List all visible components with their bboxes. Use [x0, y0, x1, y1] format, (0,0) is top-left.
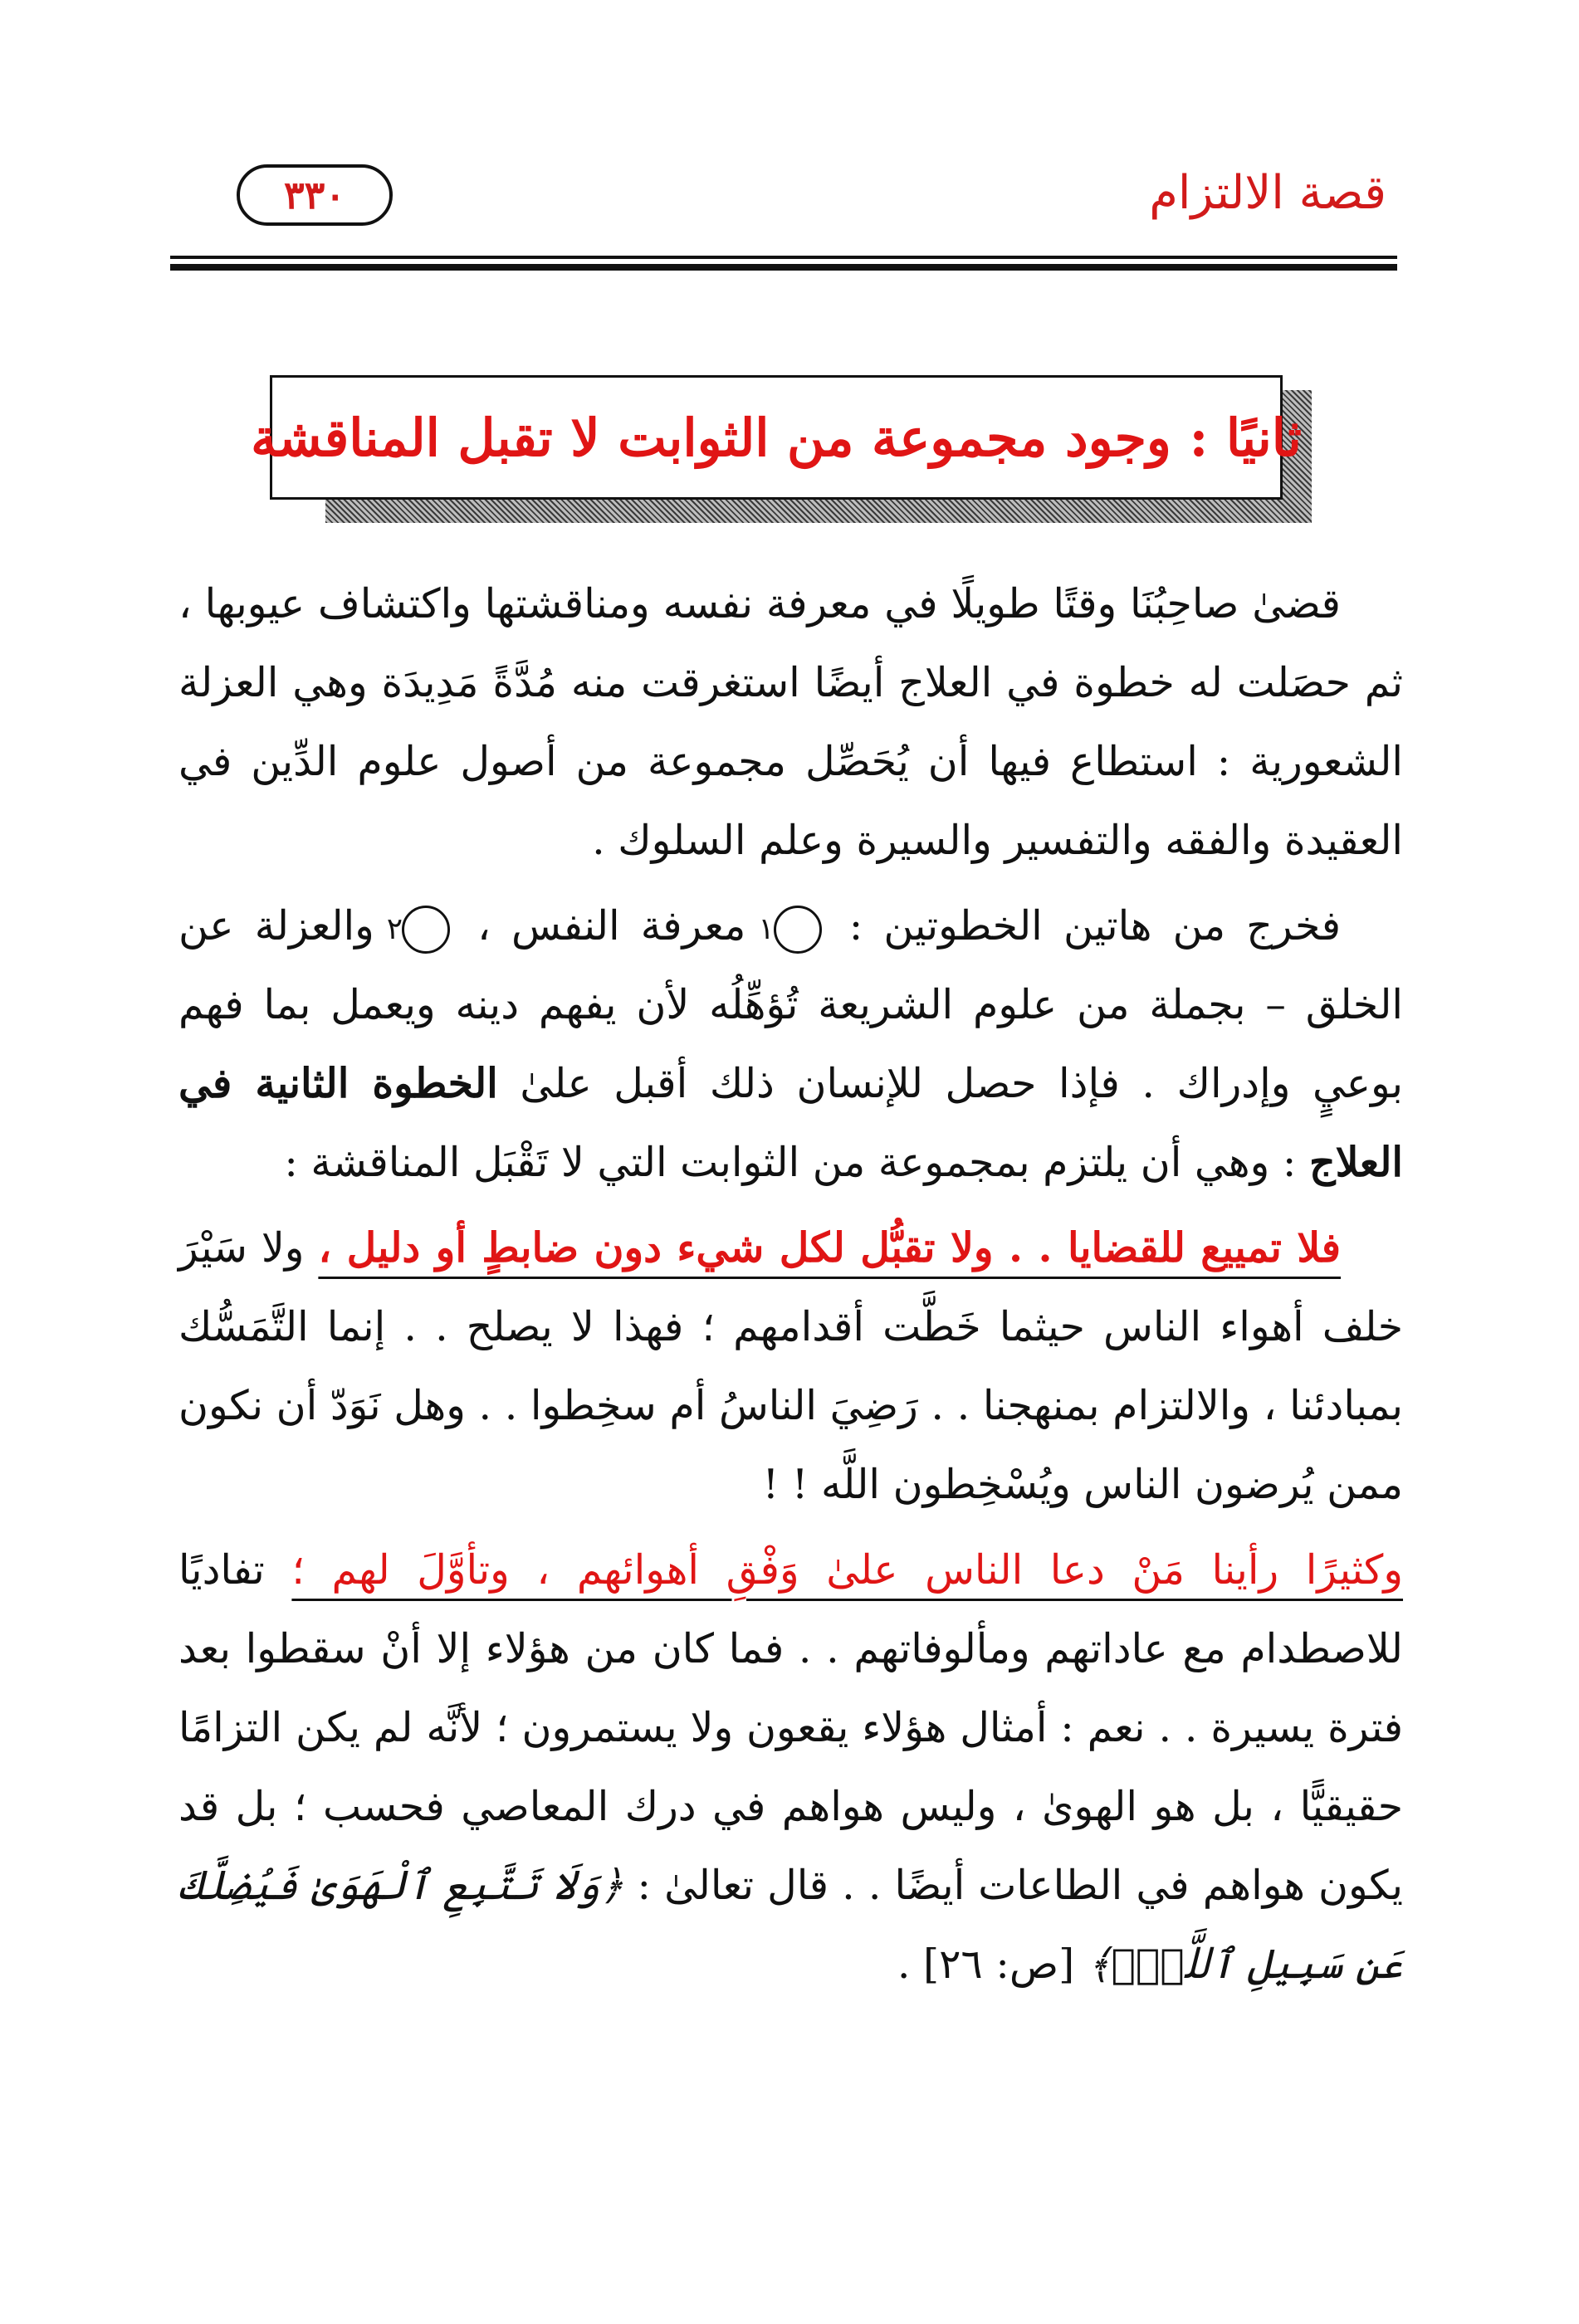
quran-verse: ﴿وَلَا تَتَّبِعِ ٱلْهَوَىٰ فَيُضِلَّكَ عَن سَبِيلِ ٱللَّهِۚ﴾	[178, 1862, 1403, 1988]
section-heading: ثانيًا : وجود مجموعة من الثوابت لا تقبل المناقشة	[251, 407, 1302, 468]
header-rule-thin	[170, 256, 1397, 259]
body-text	[178, 564, 1403, 2010]
paragraph-2-item-1: معرفة النفس ،	[477, 902, 746, 950]
page-header	[0, 149, 1579, 282]
paragraph-2	[178, 886, 1403, 1202]
page-number: ٣٣٠	[237, 164, 393, 226]
paragraph-3	[178, 1208, 1403, 1524]
paragraph-4-highlight: وكثيرًا رأينا مَنْ دعا الناس علىٰ وَفْقِ أهوائهم ، وتأوَّلَ لهم ؛	[291, 1546, 1404, 1594]
book-title: قصة الالتزام	[1149, 166, 1386, 220]
paragraph-2-body: والعزلة عن الخلق – بجملة من علوم الشريعة تُؤهِّلُه لأن يفهم دينه ويعمل بما فهم بوعيٍ وإدراك . فإذا حصل للإنسان ذلك أقبل علىٰ	[178, 902, 1403, 1107]
paragraph-3-highlight: فلا تمييع للقضايا . . ولا تقبُّل لكل شيء دون ضابطٍ أو دليل ،	[318, 1223, 1342, 1272]
paragraph-4-body: تفاديًا للاصطدام مع عاداتهم ومألوفاتهم . . فما كان من هؤلاء إلا أنْ سقطوا بعد فترة يسيرة . . نعم : أمثال هؤلاء يقعون ولا يستمرون ؛ لأنَّه لم يكن التزامًا حقيقيًّا ، بل هو الهوىٰ ، وليس هواهم في درك المعاصي فحسب ؛ بل قد يكون هواهم في الطاعات أيضًا . . قال تعالىٰ :	[178, 1546, 1403, 1909]
circled-number-2: ٢	[402, 906, 450, 954]
paragraph-2-end: : وهي أن يلتزم بمجموعة من الثوابت التي لا تَقْبَل المناقشة :	[284, 1139, 1297, 1186]
paragraph-2-intro: فخرج من هاتين الخطوتين :	[848, 902, 1342, 950]
paragraph-3-body: ولا سَيْرَ خلف أهواء الناس حيثما خَطَّت أقدامهم ؛ فهذا لا يصلح . . إنما التَّمَسُّك بمبادئنا ، والالتزام بمنهجنا . . رَضِيَ الناسُ أم سخِطوا . . وهل نَوَدّ أن نكون ممن يُرضون الناس ويُسْخِطون اللَّه ! !	[178, 1224, 1403, 1508]
paragraph-2-bold-phrase: الخطوة الثانية في العلاج	[178, 1059, 1403, 1186]
header-rule-thick	[170, 264, 1397, 271]
verse-citation: [ص: ٢٦] .	[897, 1941, 1075, 1988]
paragraph-1: قضىٰ صاحِبُنَا وقتًا طويلًا في معرفة نفسه ومناقشتها واكتشاف عيوبها ، ثم حصَلت له خطوة في العلاج أيضًا استغرقت منه مُدَّةً مَدِيدَة وهي العزلة الشعورية : استطاع فيها أن يُحَصِّل مجموعة من أصول علوم الدِّين في العقيدة والفقه والتفسير والسيرة وعلم السلوك .	[178, 580, 1403, 864]
circled-number-1: ١	[774, 906, 822, 954]
paragraph-4	[178, 1531, 1403, 2004]
section-heading-box	[251, 375, 1302, 500]
